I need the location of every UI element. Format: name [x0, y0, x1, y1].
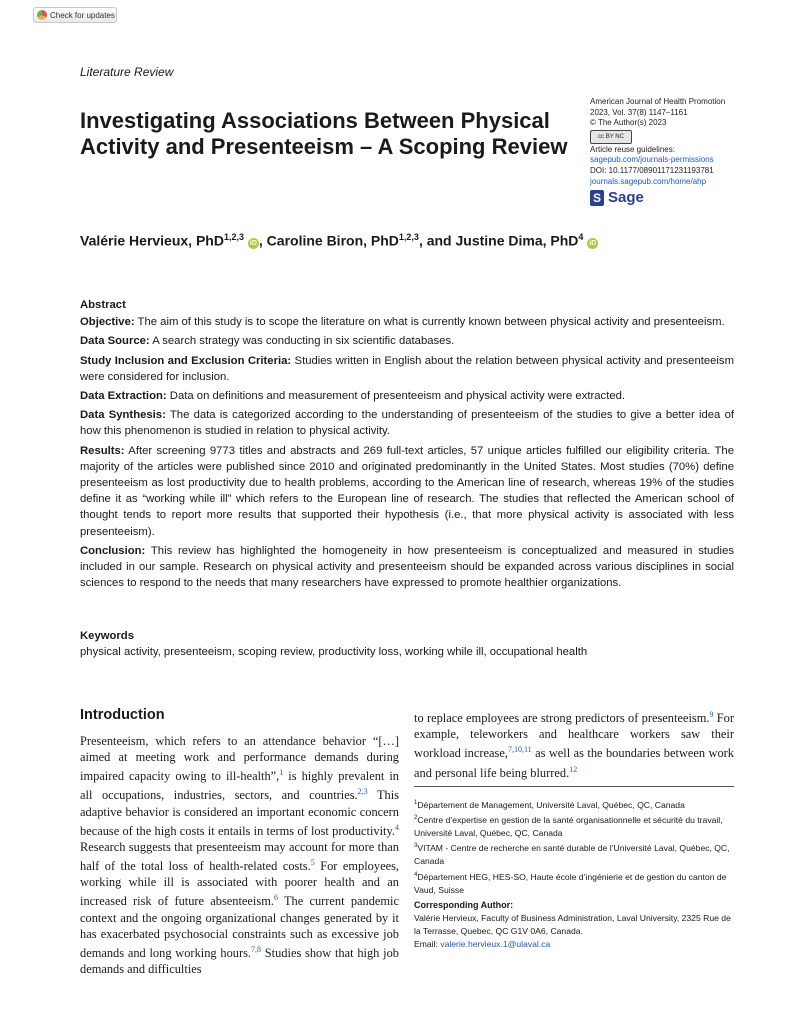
citation-link[interactable]: 9: [709, 710, 714, 719]
abstract-results: Results: After screening 9773 titles and abstracts and 269 full-text articles, 57 unique articles fulfilled our eligibility criteria. The majority of the articles were published since 2010 and originated predominantly in the United States. Most studies (70%) define presenteeism as lost productivity due to health problems, according to the American line of research, whereas 19% of the studies define it as “working while ill” which refers to the European line of research. The studies that reflected the American school of thought tends to report more results that supported their hypothesis (i.e., that more physical activity is associated with less presenteeism).: [80, 444, 734, 538]
check-for-updates-badge[interactable]: [33, 7, 117, 23]
abstract-conclusion: Conclusion: This review has highlighted the homogeneity in how presenteeism is conceptualized and measured in studies included in our sample. Research on physical activity and presenteeism should be expanded across various disciplines in social sciences to respond to the needs that many researchers have expressed to promote healthier organizations.: [80, 544, 734, 590]
citation-link[interactable]: 6: [273, 893, 278, 903]
author-3-affil: 4: [578, 232, 584, 242]
abstract-extraction: Data Extraction: Data on definitions and measurement of presenteeism and physical activity were extracted.: [80, 390, 626, 403]
corresponding-address: Valérie Hervieux, Faculty of Business Administration, Laval University, 2325 Rue de la Terrasse, Quebec, QC G1V 0A6, Canada.: [414, 913, 731, 936]
sage-s-icon: S: [590, 190, 604, 206]
keywords-list: physical activity, presenteeism, scoping review, productivity loss, working while ill, occupational health: [80, 646, 588, 658]
cc-license-icon[interactable]: cc BY NC: [590, 130, 632, 144]
citation-link[interactable]: 7,10,11: [507, 745, 532, 755]
journal-name: American Journal of Health Promotion: [590, 97, 726, 106]
corresponding-email-line: Email: valerie.hervieux.1@ulaval.ca: [414, 939, 551, 949]
article-title: Investigating Associations Between Physical Activity and Presenteeism – A Scoping Review: [80, 108, 568, 159]
author-3: Justine Dima, PhD: [455, 232, 579, 249]
affiliation-item: $^1$Département de Management, Université Laval, Québec, QC, Canada: [414, 799, 685, 810]
abstract-data-source: Data Source: A search strategy was conducting in six scientific databases.: [80, 335, 455, 348]
author-1-affil: 1,2,3: [223, 232, 244, 242]
citation-link[interactable]: 12: [569, 764, 578, 774]
check-for-updates-label: Check for updates: [50, 10, 115, 20]
affiliation-item: $^4$Département HEG, HES-SO, Haute école d’ingénierie et de gestion du canton de Vaud, Suisse: [414, 871, 727, 895]
affiliation-item: $^3$VITAM - Centre de recherche en santé durable de l’Université Laval, Québec, QC, Canada: [414, 843, 730, 867]
crossmark-icon: [37, 10, 47, 20]
abstract-synthesis: Data Synthesis: The data is categorized according to the understanding of presenteeism of the studies to give a better idea of how this phenomenon is studied in relation to physical activity.: [80, 409, 734, 438]
corresponding-heading: Corresponding Author:: [414, 900, 514, 910]
introduction-right-column: to replace employees are strong predictors of presenteeism.$^9$ For example, teleworkers and healthcare workers saw their workload increase,$^{7,10,11}$ as well as the boundaries between work and personal life being blurred.$^{12}$: [414, 710, 734, 780]
authors: Valérie Hervieux, PhD$^{1,2,3}$ iD , Caroline Biron, PhD$^{1,2,3}$, and Justine Dima, PhD$^4$ iD: [80, 232, 597, 249]
introduction-heading: Introduction: [80, 707, 165, 723]
sage-logo: [590, 190, 750, 206]
orcid-icon[interactable]: iD: [249, 239, 257, 247]
footnote-divider: [414, 786, 734, 787]
publisher-name: Sage: [608, 188, 644, 206]
citation-link[interactable]: 1: [279, 768, 284, 778]
author-2: Caroline Biron, PhD: [266, 232, 399, 249]
orcid-icon[interactable]: iD: [589, 239, 597, 247]
affiliation-item: $^2$Centre d’expertise en gestion de la santé organisationnelle et sécurité du travail, Université Laval, Québec, QC, Canada: [414, 814, 723, 839]
author-1: Valérie Hervieux, PhD: [80, 232, 224, 249]
author-separator: , and: [418, 232, 456, 249]
citation-link[interactable]: 4: [395, 822, 399, 832]
journal-volume: 2023, Vol. 37(8) 1147–1161: [590, 107, 688, 117]
citation-link[interactable]: 5: [310, 858, 315, 868]
keywords: [80, 628, 734, 660]
abstract-heading: Abstract: [80, 299, 126, 311]
author-2-affil: 1,2,3: [398, 232, 419, 242]
reuse-label: Article reuse guidelines:: [590, 144, 675, 154]
citation-link[interactable]: 2,3: [357, 787, 368, 797]
affiliations: [414, 797, 734, 897]
email-link[interactable]: valerie.hervieux.1@ulaval.ca: [440, 939, 551, 949]
journal-info: [590, 97, 750, 206]
abstract-objective: Objective: The aim of this study is to scope the literature on what is currently known between physical activity and presenteeism.: [80, 316, 725, 329]
keywords-heading: Keywords: [80, 630, 134, 642]
introduction-left-column: Presenteeism, which refers to an attendance behavior “[…] aimed at meeting work and performance demands during impaired capacity owing to ill-health”,$^1$ is highly prevalent in all occupations, industries, sectors, and countries.$^{2,3}$ This adaptive behavior is considered an important economic concern because of the high costs it entails in terms of lost productivity.$^4$ Research suggests that presenteeism may account for more than half of the total loss of health-related costs.$^5$ For employees, working while ill is associated with poorer health and an increased risk of future absenteeism.$^6$ The current pandemic context and the ongoing organizational changes generated by it has exacerbated psychosocial constraints such as excessive job demands and long working hours.$^{7,8}$ Studies show that high job demands and difficulties: [80, 734, 399, 976]
copyright: © The Author(s) 2023: [590, 118, 667, 128]
abstract-criteria: Study Inclusion and Exclusion Criteria: Studies written in English about the relation between physical activity and presenteeism were considered for inclusion.: [80, 354, 734, 383]
reuse-link[interactable]: sagepub.com/journals-permissions: [590, 155, 714, 165]
corresponding-author: [414, 899, 734, 951]
abstract: [80, 297, 734, 594]
section-label: Literature Review: [80, 65, 174, 79]
citation-link[interactable]: 7,8: [251, 944, 261, 954]
journal-home-link[interactable]: journals.sagepub.com/home/ahp: [590, 176, 707, 186]
doi[interactable]: DOI: 10.1177/08901171231193781: [590, 165, 714, 175]
